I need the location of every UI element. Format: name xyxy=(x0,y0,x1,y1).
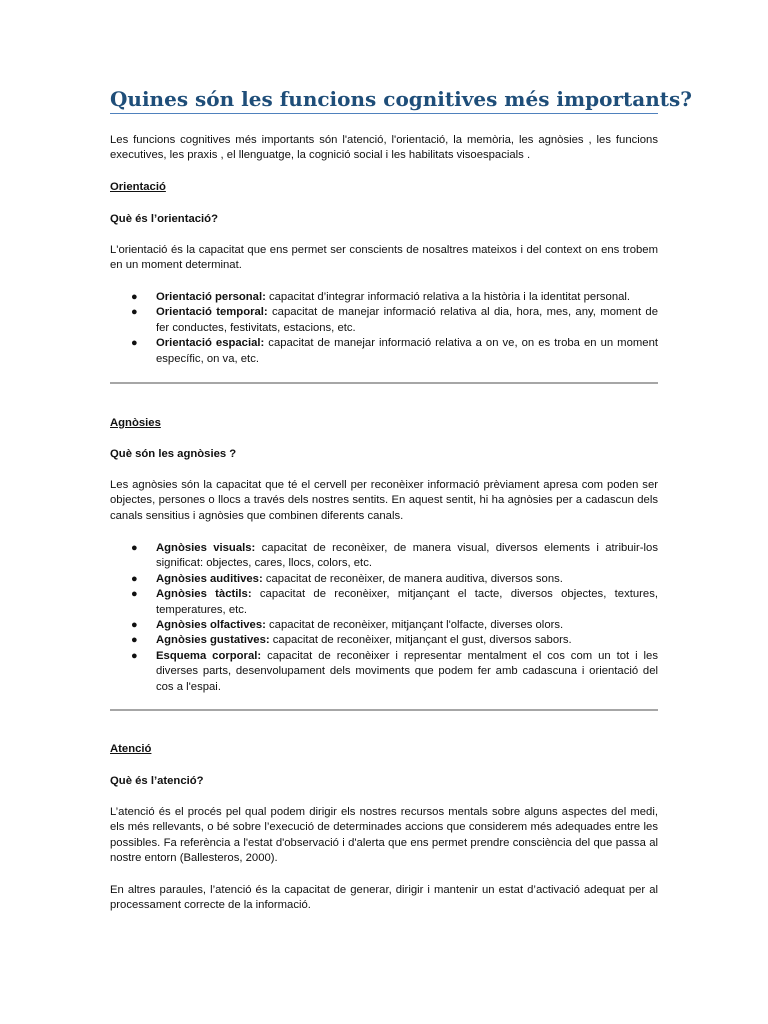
list-item-agnosies-tactils xyxy=(110,587,658,618)
bullet-icon: ● xyxy=(131,619,138,632)
list-item-term: Agnòsies olfactives: xyxy=(156,619,266,632)
list-item-text: capacitat de reconèixer, mitjançant l'olfacte, diverses olors. xyxy=(265,619,564,632)
bullet-icon: ● xyxy=(131,649,138,662)
list-item-agnosies-auditives xyxy=(110,572,658,587)
list-item-text: capacitat de reconèixer i representar mentalment el cos com un tot i les diverses parts, desenvolupament dels moviments que podem fer amb cadascuna i orientació del cos a l'espai. xyxy=(156,649,658,693)
bullet-icon: ● xyxy=(131,572,138,585)
page-title: Quines són les funcions cognitives més importants? xyxy=(110,87,692,111)
section-heading-atencio: Atenció xyxy=(110,743,152,755)
list-item-text: capacitat de reconèixer, mitjançant el tacte, diversos objectes, textures, temperatures, etc. xyxy=(156,588,658,616)
list-item-term: Orientació personal: xyxy=(156,291,266,303)
list-item-esquema-corporal xyxy=(110,649,658,695)
bullet-icon: ● xyxy=(131,588,138,601)
list-item-agnosies-visuals xyxy=(110,541,658,572)
list-item-term: Agnòsies gustatives: xyxy=(156,634,270,647)
section-heading-orientacio: Orientació xyxy=(110,181,166,193)
list-item-orientacio-temporal xyxy=(110,305,658,336)
list-item-text: capacitat d’integrar informació relativa a la història i la identitat personal. xyxy=(265,291,631,303)
list-item-text: capacitat de reconèixer, de manera auditiva, diversos sons. xyxy=(262,572,563,585)
list-item-term: Agnòsies auditives: xyxy=(156,572,263,585)
agnosies-list xyxy=(110,541,658,695)
definition-atencio: L’atenció és el procés pel qual podem dirigir els nostres recursos mentals sobre alguns aspectes del medi, els més rellevants, o bé sobre l’execució de determinades accions que considerem més adequades entre les possibles. Fa referència a l'estat d'observació i d'alerta que ens permet prendre consciència del que passa al nostre entorn (Ballesteros, 2000). xyxy=(110,806,658,865)
intro-paragraph: Les funcions cognitives més importants són l'atenció, l'orientació, la memòria, les agnòsies , les funcions executives, les praxis , el llenguatge, la cognició social i les habilitats visoespacials . xyxy=(110,134,658,162)
definition-orientacio: L'orientació és la capacitat que ens permet ser conscients de nosaltres mateixos i del context on ens trobem en un moment determinat. xyxy=(110,244,658,272)
bullet-icon: ● xyxy=(131,291,138,303)
definition-agnosies: Les agnòsies són la capacitat que té el cervell per reconèixer informació prèviament apresa com poden ser objectes, persones o llocs a través dels nostres sentits. En aquest sentit, hi ha agnòsies per a cadascun dels canals sensitius i agnòsies que combinen diferents canals. xyxy=(110,479,658,522)
bullet-icon: ● xyxy=(131,542,138,554)
list-item-term: Orientació temporal: xyxy=(156,306,268,319)
list-item-term: Agnòsies visuals: xyxy=(156,542,256,554)
section-divider xyxy=(110,709,658,711)
list-item-orientacio-personal xyxy=(110,290,658,305)
title-underline xyxy=(110,113,658,114)
list-item-term: Agnòsies tàctils: xyxy=(156,588,252,601)
list-item-agnosies-gustatives xyxy=(110,633,658,648)
list-item-text: capacitat de manejar informació relativa al dia, hora, mes, any, moment de fer conductes, festivitats, estacions, etc. xyxy=(156,306,658,334)
bullet-icon: ● xyxy=(131,337,138,350)
list-item-text: capacitat de reconèixer, de manera visual, diversos elements i atribuir-los significat: objectes, cares, llocs, colors, etc. xyxy=(156,542,658,570)
bullet-icon: ● xyxy=(131,306,138,319)
list-item-text: capacitat de reconèixer, mitjançant el gust, diversos sabors. xyxy=(269,634,572,647)
list-item-agnosies-olfactives xyxy=(110,618,658,633)
bullet-icon: ● xyxy=(131,634,138,647)
section-divider xyxy=(110,382,658,384)
orientacio-list xyxy=(110,290,658,367)
paragraph-atencio-2: En altres paraules, l’atenció és la capacitat de generar, dirigir i mantenir un estat d’activació adequat per al processament correcte de la informació. xyxy=(110,884,658,912)
list-item-term: Orientació espacial: xyxy=(156,337,265,350)
section-heading-agnosies: Agnòsies xyxy=(110,417,161,429)
question-atencio: Què és l’atenció? xyxy=(110,775,204,787)
question-agnosies: Què són les agnòsies ? xyxy=(110,448,237,460)
list-item-text: capacitat de manejar informació relativa a on ve, on es troba en un moment específic, on va, etc. xyxy=(156,337,658,365)
question-orientacio: Què és l’orientació? xyxy=(110,213,218,225)
list-item-orientacio-espacial xyxy=(110,336,658,367)
list-item-term: Esquema corporal: xyxy=(156,649,262,662)
